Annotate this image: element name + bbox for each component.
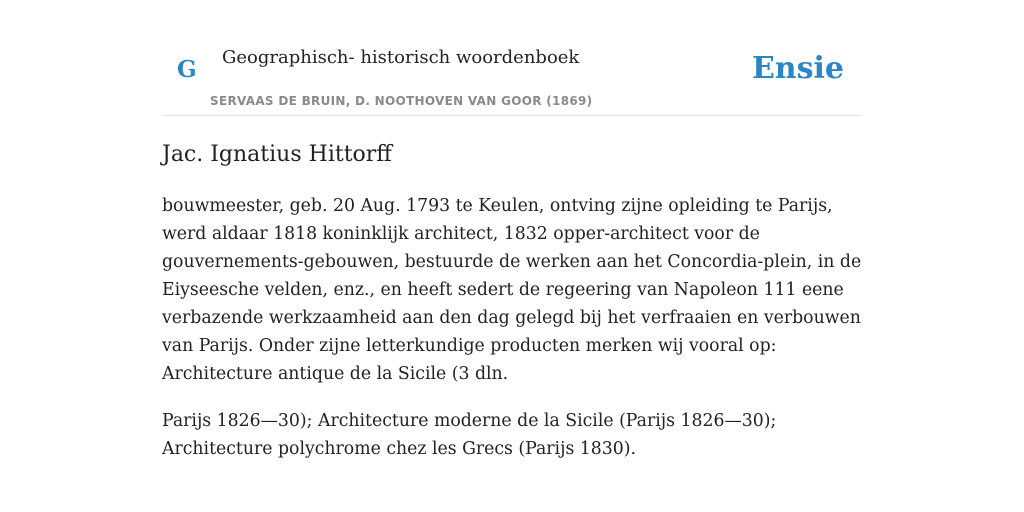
book-title-link[interactable]: Geographisch- historisch woordenboek: [222, 47, 580, 68]
entry-title: Jac. Ignatius Hittorff: [162, 142, 392, 167]
entry-paragraph: bouwmeester, geb. 20 Aug. 1793 te Keulen, ontving zijne opleiding te Parijs, werd aldaar 1818 koninklijk architect, 1832 opper-architect voor de gouvernements-gebouwen, bestuurde de werken aan het Concordia-plein, in de Eiyseesche velden, enz., en heeft sedert de regeering van Napoleon 111 eene verbazende werkzaamheid aan den dag gelegd bij het verfraaien en verbouwen van Parijs. Onder zijne letterkundige producten merken wij vooral op: Architecture antique de la Sicile (3 dln.: [162, 196, 862, 384]
entry-body: [162, 192, 862, 482]
book-logo-letter[interactable]: G: [177, 56, 197, 83]
book-author-meta: SERVAAS DE BRUIN, D. NOOTHOVEN VAN GOOR (1869): [210, 94, 593, 108]
page-header: [162, 0, 862, 116]
ensie-logo[interactable]: Ensie: [751, 51, 844, 86]
entry-paragraph: Parijs 1826—30); Architecture moderne de la Sicile (Parijs 1826—30); Architecture polychrome chez les Grecs (Parijs 1830).: [162, 411, 777, 459]
